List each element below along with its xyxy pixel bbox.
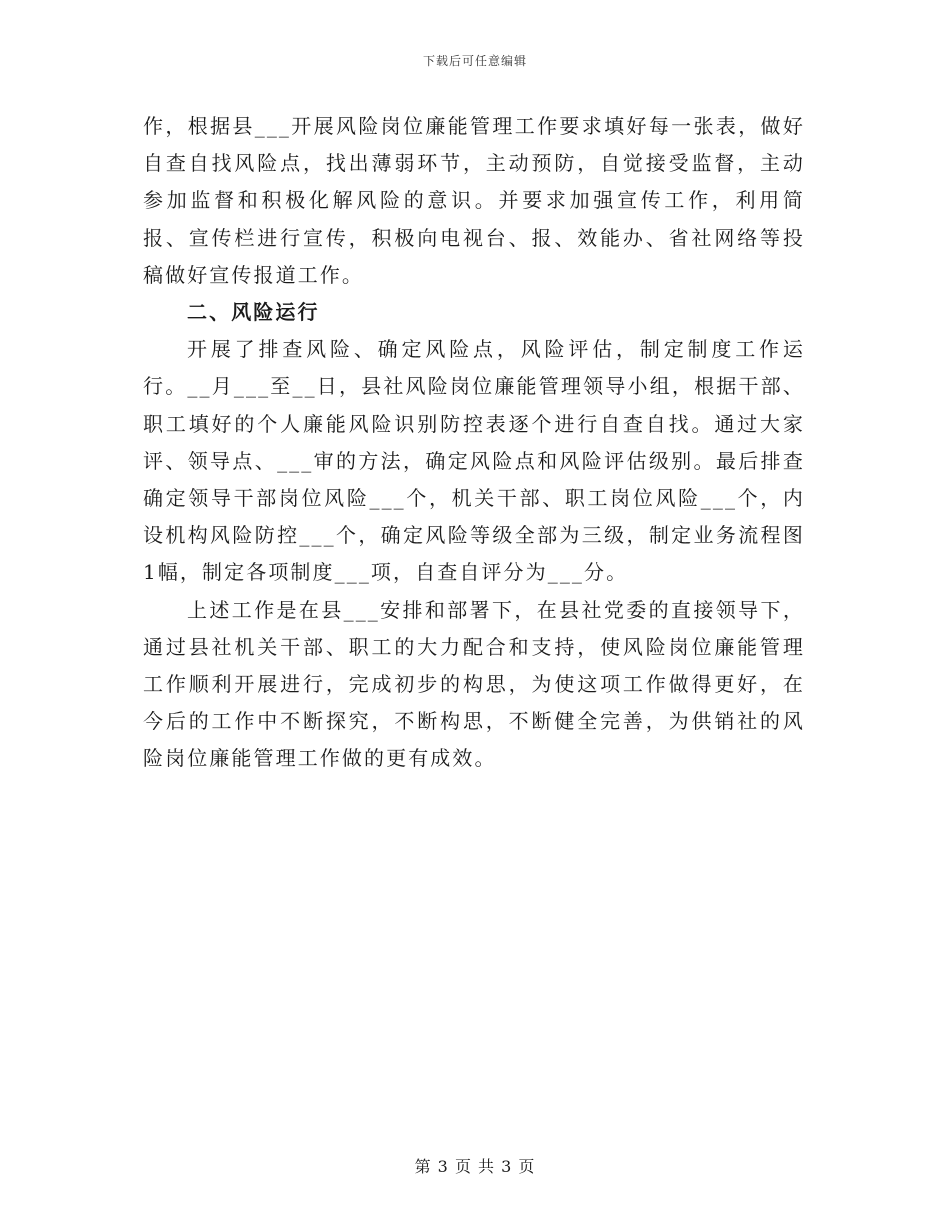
section-heading-risk-operation: 二、风险运行 bbox=[187, 300, 320, 325]
paragraph-continuation: 作，根据县___开展风险岗位廉能管理工作要求填好每一张表，做好自查自找风险点，找出薄弱环节，主动预防，自觉接受监督，主动参加监督和积极化解风险的意识。并要求加强宣传工作，利用简报、宣传栏进行宣传，积极向电视台、报、效能办、省社网络等投稿做好宣传报道工作。 bbox=[143, 114, 805, 287]
page-header: 下载后可任意编辑 bbox=[422, 54, 527, 68]
paragraph-risk-operation: 开展了排查风险、确定风险点，风险评估，制定制度工作运行。__月___至__日，县社风险岗位廉能管理领导小组，根据干部、职工填好的个人廉能风险识别防控表逐个进行自查自找。通过大家评、领导点、___审的方法，确定风险点和风险评估级别。最后排查确定领导干部岗位风险___个，机关干部、职工岗位风险___个，内设机构风险防控___个，确定风险等级全部为三级，制定业务流程图1幅，制定各项制度___项，自查自评分为___分。 bbox=[143, 337, 805, 585]
document-body bbox=[143, 108, 805, 778]
paragraph-conclusion: 上述工作是在县___安排和部署下，在县社党委的直接领导下，通过县社机关干部、职工的大力配合和支持，使风险岗位廉能管理工作顺利开展进行，完成初步的构思，为使这项工作做得更好，在今后的工作中不断探究，不断构思，不断健全完善，为供销社的风险岗位廉能管理工作做的更有成效。 bbox=[143, 597, 805, 771]
page-number: 第 3 页 共 3 页 bbox=[414, 1157, 536, 1176]
